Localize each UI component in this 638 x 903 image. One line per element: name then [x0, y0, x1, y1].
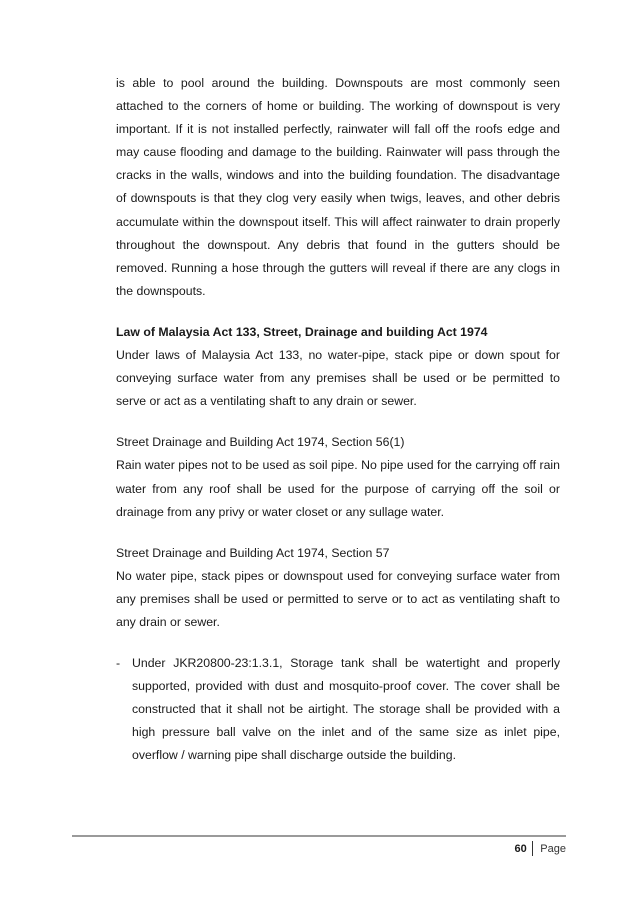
footer-separator	[532, 841, 534, 856]
section-57-paragraph: No water pipe, stack pipes or downspout used for conveying surface water from any premises shall be used or permitted to serve or to act as ventilating shaft to any drain or sewer.	[116, 568, 560, 629]
page-footer	[515, 841, 566, 856]
bullet-marker: -	[116, 656, 121, 671]
section-57-title: Street Drainage and Building Act 1974, Section 57	[116, 545, 390, 560]
law-paragraph: Under laws of Malaysia Act 133, no water-pipe, stack pipe or down spout for conveying surface water from any premises shall be used or be permitted to serve or act as a ventilating shaft to any drain or sewer.	[116, 348, 560, 409]
section-57	[116, 542, 560, 634]
page-number: 60	[514, 842, 527, 855]
intro-paragraph: is able to pool around the building. Downspouts are most commonly seen attached to the corners of home or building. The working of downspout is very important. If it is not installed perfectly, rainwater will fall off the roofs edge and may cause flooding and damage to the building. Rainwater will pass through the cracks in the walls, windows and into the building foundation. The disadvantage of downspouts is that they clog very easily when twigs, leaves, and other debris accumulate within the downspout itself. This will affect rainwater to drain properly throughout the downspout. Any debris that found in the gutters should be removed. Running a hose through the gutters will reveal if there are any clogs in the downspouts.	[116, 76, 560, 298]
section-56-paragraph: Rain water pipes not to be used as soil pipe. No pipe used for the carrying off rain water from any roof shall be used for the purpose of carrying off the soil or drainage from any privy or water closet or any sullage water.	[116, 458, 560, 519]
page-label: Page	[540, 842, 566, 855]
bullet-item	[116, 652, 560, 767]
law-heading: Law of Malaysia Act 133, Street, Drainage and building Act 1974	[116, 324, 488, 339]
section-56	[116, 431, 560, 523]
section-56-title: Street Drainage and Building Act 1974, Section 56(1)	[116, 435, 405, 450]
page-content	[116, 72, 560, 768]
bullet-text: Under JKR20800-23:1.3.1, Storage tank shall be watertight and properly supported, provided with dust and mosquito-proof cover. The cover shall be constructed that it shall not be airtight. The storage shall be provided with a high pressure ball valve on the inlet and of the same size as inlet pipe, overflow / warning pipe shall discharge outside the building.	[132, 656, 560, 763]
law-section	[116, 321, 560, 413]
footer-divider	[72, 835, 566, 837]
